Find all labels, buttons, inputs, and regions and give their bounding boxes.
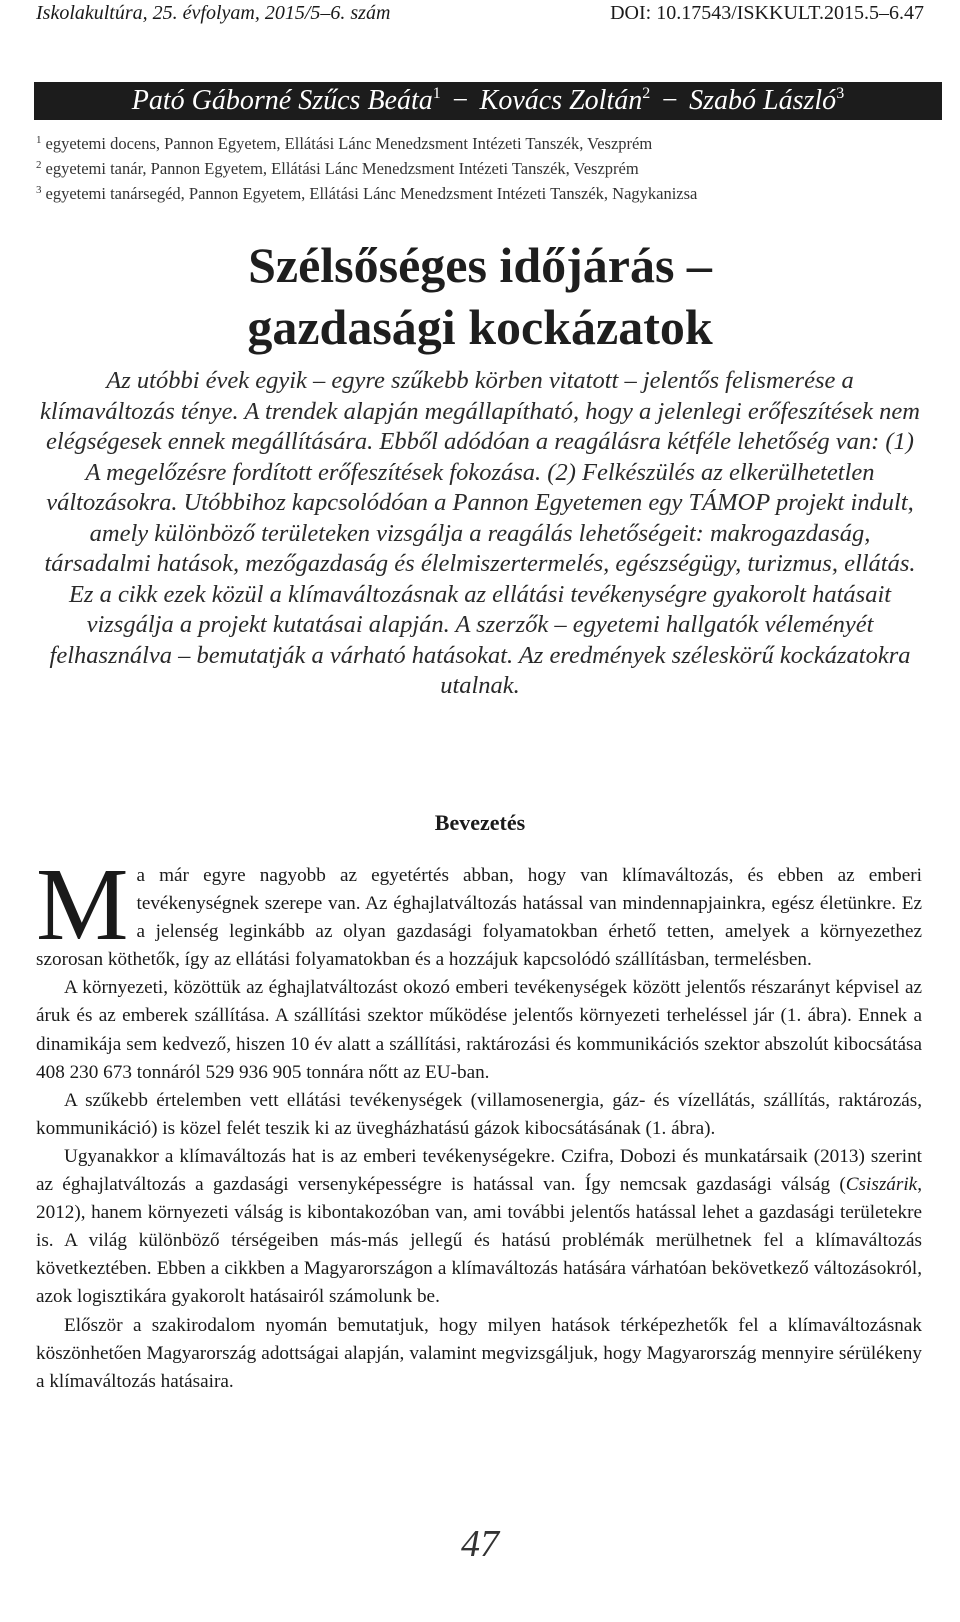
- author-separator: −: [660, 85, 680, 116]
- author-affiliation-mark: 1: [432, 85, 441, 102]
- author-affiliation-mark: 3: [836, 85, 845, 102]
- title-line-1: Szélsőséges időjárás –: [248, 237, 712, 293]
- author-separator: −: [450, 85, 470, 116]
- body-text: [36, 847, 922, 1396]
- title-line-2: gazdasági kockázatok: [247, 299, 713, 355]
- author-name: Kovács Zoltán$^2$: [479, 85, 651, 116]
- citation-author: Csiszárik: [845, 1174, 918, 1196]
- author-bar: [34, 82, 942, 120]
- dropcap: M: [36, 847, 129, 962]
- paragraph: Ma már egyre nagyobb az egyetértés abban, hogy van klímaváltozás, és ebben az emberi tevékenységnek szerepe van. Az éghajlatváltozás hatással van mindennapjainkra, egész életünkre. Ez a jelenség leginkább az olyan gazdasági folyamatokban érhető tetten, amelyek a környezethez szorosan köthetők, így az ellátási folyamatokban és a hozzájuk kapcsolódó szállításban, termelésben.: [36, 847, 922, 971]
- paragraph: A szűkebb értelemben vett ellátási tevékenységek (villamosenergia, gáz- és vízellátás, szállítás, raktározás, kommunikáció) is közel felét teszik ki az üvegházhatású gázok kibocsátásának (1. ábra).: [36, 1089, 922, 1139]
- affiliation-line: $^1$ egyetemi docens, Pannon Egyetem, Ellátási Lánc Menedzsment Intézeti Tanszék, Veszprém: [36, 134, 653, 153]
- article-title: [0, 234, 960, 358]
- page-number: 47: [461, 1523, 499, 1565]
- doi: DOI: 10.17543/ISKKULT.2015.5–6.47: [610, 2, 924, 24]
- author-affiliation-mark: 2: [642, 85, 651, 102]
- running-head: [36, 0, 924, 26]
- affiliations: [36, 131, 936, 206]
- journal-reference: Iskolakultúra, 25. évfolyam, 2015/5–6. szám: [36, 2, 391, 24]
- section-heading: Bevezetés: [434, 810, 526, 835]
- affiliation-line: $^2$ egyetemi tanár, Pannon Egyetem, Ellátási Lánc Menedzsment Intézeti Tanszék, Veszprém: [36, 159, 639, 178]
- paragraph: A környezeti, közöttük az éghajlatváltozást okozó emberi tevékenységek között jelentős részarányt képvisel az áruk és az emberek szállítása. A szállítási szektor működése jelentős környezeti terheléssel jár (1. ábra). Ennek a dinamikája sem kedvező, hiszen 10 év alatt a szállítási, raktározási és kommunikációs szektor abszolút kibocsátása 408 230 673 tonnáról 529 936 905 tonnára nőtt az EU-ban.: [36, 977, 922, 1083]
- paragraph: Először a szakirodalom nyomán bemutatjuk, hogy milyen hatások térképezhetők fel a klímaváltozásnak köszönhetően Magyarország adottságai alapján, valamint megvizsgáljuk, hogy Magyarország mennyire sérülékeny a klímaváltozás hatásaira.: [36, 1314, 922, 1392]
- author-name: Szabó László$^3$: [689, 85, 845, 116]
- affiliation-line: $^3$ egyetemi tanársegéd, Pannon Egyetem, Ellátási Lánc Menedzsment Intézeti Tanszék, Nagykanizsa: [36, 184, 698, 203]
- paragraph: Ugyanakkor a klímaváltozás hat is az emberi tevékenységekre. Czifra, Dobozi és munkatársaik (2013) szerint az éghajlatváltozás a gazdasági versenyképességre is hatással van. Így nemcsak gazdasági válság (Csiszárik, 2012), hanem környezeti válság is kibontakozóban van, ami további jelentős hatással lehet a gazdasági területekre is. A világ különböző térségeiben más-más jellegű és hatású problémák merülhetnek fel a klímaváltozás következtében. Ebben a cikkben a Magyarországon a klímaváltozás hatására várhatóan bekövetkező változásokról, azok logisztikára gyakorolt hatásairól számolunk be.: [36, 1145, 922, 1308]
- abstract: Az utóbbi évek egyik – egyre szűkebb körben vitatott – jelentős felismerése a klímaváltozás ténye. A trendek alapján megállapítható, hogy a jelenlegi erőfeszítések nem elégségesek ennek megállítására. Ebből adódóan a reagálásra kétféle lehetőség van: (1) A megelőzésre fordított erőfeszítések fokozása. (2) Felkészülés az elkerülhetetlen változásokra. Utóbbihoz kapcsolódóan a Pannon Egyetemen egy TÁMOP projekt indult, amely különböző területeken vizsgálja a reagálás lehetőségeit: makrogazdaság, társadalmi hatások, mezőgazdaság és élelmiszertermelés, egészségügy, turizmus, ellátás. Ez a cikk ezek közül a klímaváltozásnak az ellátási tevékenységre gyakorolt hatásait vizsgálja a projekt kutatásai alapján. A szerzők – egyetemi hallgatók véleményét felhasználva – bemutatják a várható hatásokat. Az eredmények széleskörű kockázatokra utalnak.: [40, 367, 920, 699]
- author-name: Pató Gáborné Szűcs Beáta$^1$: [131, 85, 441, 116]
